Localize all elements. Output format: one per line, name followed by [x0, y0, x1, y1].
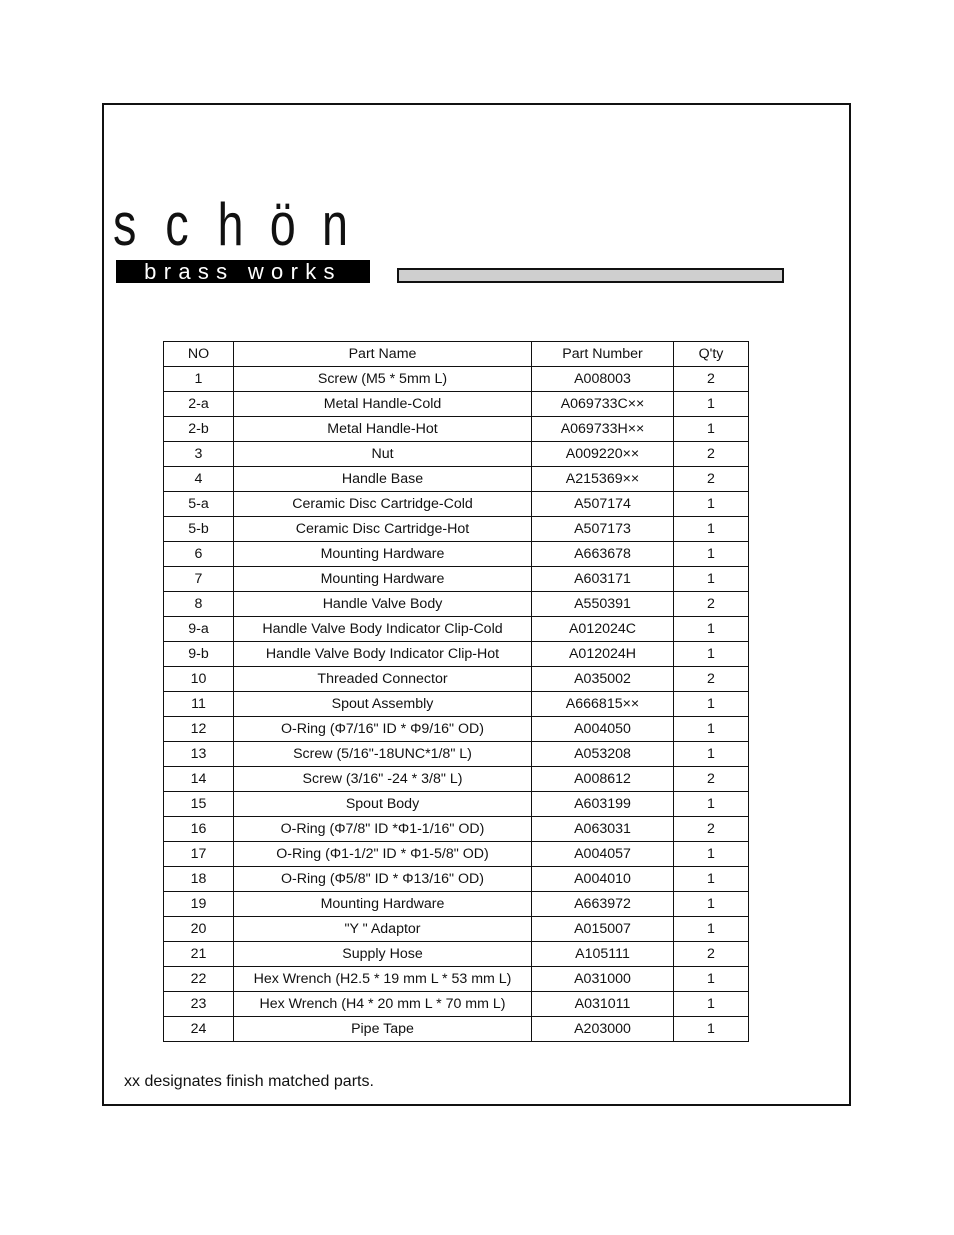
cell-no: 16 — [164, 817, 234, 842]
cell-no: 1 — [164, 367, 234, 392]
cell-part-number: A069733H×× — [532, 417, 674, 442]
cell-part-number: A053208 — [532, 742, 674, 767]
cell-part-name: Handle Valve Body Indicator Clip-Hot — [234, 642, 532, 667]
table-row — [164, 467, 749, 492]
table-row — [164, 817, 749, 842]
cell-part-number: A008612 — [532, 767, 674, 792]
cell-part-number: A031011 — [532, 992, 674, 1017]
table-row — [164, 892, 749, 917]
cell-qty: 1 — [674, 967, 749, 992]
column-header-qty: Q'ty — [674, 342, 749, 367]
cell-no: 5-b — [164, 517, 234, 542]
cell-part-number: A550391 — [532, 592, 674, 617]
cell-qty: 1 — [674, 842, 749, 867]
cell-part-number: A105111 — [532, 942, 674, 967]
cell-qty: 2 — [674, 592, 749, 617]
table-row — [164, 567, 749, 592]
cell-qty: 2 — [674, 442, 749, 467]
table-row — [164, 967, 749, 992]
table-row — [164, 442, 749, 467]
cell-part-name: Handle Valve Body Indicator Clip-Cold — [234, 617, 532, 642]
cell-part-name: Ceramic Disc Cartridge-Cold — [234, 492, 532, 517]
table-row — [164, 417, 749, 442]
cell-part-name: Metal Handle-Hot — [234, 417, 532, 442]
cell-part-name: O-Ring (Φ7/16" ID * Φ9/16" OD) — [234, 717, 532, 742]
table-row — [164, 592, 749, 617]
cell-no: 6 — [164, 542, 234, 567]
cell-part-number: A203000 — [532, 1017, 674, 1042]
cell-part-name: Hex Wrench (H4 * 20 mm L * 70 mm L) — [234, 992, 532, 1017]
cell-no: 4 — [164, 467, 234, 492]
cell-part-number: A004057 — [532, 842, 674, 867]
cell-qty: 2 — [674, 817, 749, 842]
cell-part-name: O-Ring (Φ5/8" ID * Φ13/16" OD) — [234, 867, 532, 892]
cell-no: 19 — [164, 892, 234, 917]
cell-part-name: Mounting Hardware — [234, 567, 532, 592]
cell-qty: 1 — [674, 492, 749, 517]
cell-no: 20 — [164, 917, 234, 942]
cell-part-number: A012024C — [532, 617, 674, 642]
table-row — [164, 767, 749, 792]
cell-no: 9-a — [164, 617, 234, 642]
cell-no: 15 — [164, 792, 234, 817]
table-row — [164, 367, 749, 392]
cell-qty: 1 — [674, 992, 749, 1017]
table-row — [164, 667, 749, 692]
table-row — [164, 517, 749, 542]
cell-no: 3 — [164, 442, 234, 467]
cell-part-number: A004010 — [532, 867, 674, 892]
cell-qty: 2 — [674, 767, 749, 792]
cell-qty: 2 — [674, 942, 749, 967]
cell-part-number: A015007 — [532, 917, 674, 942]
cell-no: 17 — [164, 842, 234, 867]
cell-part-name: Pipe Tape — [234, 1017, 532, 1042]
cell-part-name: "Y " Adaptor — [234, 917, 532, 942]
cell-part-name: Ceramic Disc Cartridge-Hot — [234, 517, 532, 542]
column-header-part-number: Part Number — [532, 342, 674, 367]
cell-qty: 1 — [674, 392, 749, 417]
cell-part-name: Nut — [234, 442, 532, 467]
cell-part-name: Screw (5/16"-18UNC*1/8" L) — [234, 742, 532, 767]
cell-qty: 1 — [674, 717, 749, 742]
cell-no: 21 — [164, 942, 234, 967]
table-row — [164, 842, 749, 867]
table-row — [164, 742, 749, 767]
parts-table — [163, 341, 749, 1042]
cell-no: 23 — [164, 992, 234, 1017]
cell-part-number: A012024H — [532, 642, 674, 667]
parts-table-body — [164, 367, 749, 1042]
cell-qty: 2 — [674, 667, 749, 692]
cell-part-name: Metal Handle-Cold — [234, 392, 532, 417]
table-header-row — [164, 342, 749, 367]
cell-part-name: Supply Hose — [234, 942, 532, 967]
cell-qty: 2 — [674, 467, 749, 492]
table-row — [164, 642, 749, 667]
cell-part-number: A663678 — [532, 542, 674, 567]
cell-qty: 1 — [674, 692, 749, 717]
cell-part-name: O-Ring (Φ7/8" ID *Φ1-1/16" OD) — [234, 817, 532, 842]
cell-qty: 1 — [674, 792, 749, 817]
cell-qty: 1 — [674, 867, 749, 892]
cell-no: 8 — [164, 592, 234, 617]
cell-part-name: Spout Assembly — [234, 692, 532, 717]
cell-qty: 1 — [674, 742, 749, 767]
column-header-part-name: Part Name — [234, 342, 532, 367]
cell-part-name: Threaded Connector — [234, 667, 532, 692]
cell-qty: 1 — [674, 617, 749, 642]
cell-no: 13 — [164, 742, 234, 767]
cell-no: 2-a — [164, 392, 234, 417]
cell-part-name: Mounting Hardware — [234, 892, 532, 917]
finish-footnote: xx designates finish matched parts. — [124, 1073, 374, 1090]
cell-part-name: Handle Base — [234, 467, 532, 492]
table-row — [164, 1017, 749, 1042]
brand-logo-wordmark: s c h ö n — [113, 191, 349, 258]
cell-part-name: Spout Body — [234, 792, 532, 817]
cell-qty: 1 — [674, 542, 749, 567]
cell-part-number: A035002 — [532, 667, 674, 692]
cell-no: 12 — [164, 717, 234, 742]
header-rule — [397, 268, 784, 283]
cell-part-number: A663972 — [532, 892, 674, 917]
cell-part-name: Screw (3/16" -24 * 3/8" L) — [234, 767, 532, 792]
cell-part-number: A008003 — [532, 367, 674, 392]
table-row — [164, 542, 749, 567]
cell-part-number: A603171 — [532, 567, 674, 592]
cell-part-name: Screw (M5 * 5mm L) — [234, 367, 532, 392]
cell-no: 11 — [164, 692, 234, 717]
cell-part-number: A666815×× — [532, 692, 674, 717]
cell-qty: 1 — [674, 567, 749, 592]
table-row — [164, 942, 749, 967]
table-row — [164, 392, 749, 417]
column-header-no: NO — [164, 342, 234, 367]
cell-qty: 1 — [674, 892, 749, 917]
cell-part-number: A603199 — [532, 792, 674, 817]
cell-qty: 2 — [674, 367, 749, 392]
cell-part-number: A507173 — [532, 517, 674, 542]
table-row — [164, 492, 749, 517]
cell-no: 22 — [164, 967, 234, 992]
table-row — [164, 792, 749, 817]
cell-no: 10 — [164, 667, 234, 692]
cell-part-number: A009220×× — [532, 442, 674, 467]
cell-qty: 1 — [674, 417, 749, 442]
cell-no: 2-b — [164, 417, 234, 442]
cell-no: 24 — [164, 1017, 234, 1042]
cell-part-name: Handle Valve Body — [234, 592, 532, 617]
cell-no: 14 — [164, 767, 234, 792]
table-row — [164, 867, 749, 892]
cell-part-name: Hex Wrench (H2.5 * 19 mm L * 53 mm L) — [234, 967, 532, 992]
cell-qty: 1 — [674, 917, 749, 942]
table-row — [164, 717, 749, 742]
cell-qty: 1 — [674, 642, 749, 667]
cell-part-number: A004050 — [532, 717, 674, 742]
table-row — [164, 917, 749, 942]
cell-part-name: O-Ring (Φ1-1/2" ID * Φ1-5/8" OD) — [234, 842, 532, 867]
brand-logo-tagline: brass works — [116, 260, 370, 283]
cell-part-number: A063031 — [532, 817, 674, 842]
table-row — [164, 617, 749, 642]
cell-no: 7 — [164, 567, 234, 592]
cell-part-number: A069733C×× — [532, 392, 674, 417]
cell-qty: 1 — [674, 1017, 749, 1042]
cell-no: 18 — [164, 867, 234, 892]
cell-part-name: Mounting Hardware — [234, 542, 532, 567]
cell-no: 9-b — [164, 642, 234, 667]
cell-qty: 1 — [674, 517, 749, 542]
table-row — [164, 692, 749, 717]
cell-part-number: A215369×× — [532, 467, 674, 492]
cell-part-number: A507174 — [532, 492, 674, 517]
cell-no: 5-a — [164, 492, 234, 517]
cell-part-number: A031000 — [532, 967, 674, 992]
table-row — [164, 992, 749, 1017]
